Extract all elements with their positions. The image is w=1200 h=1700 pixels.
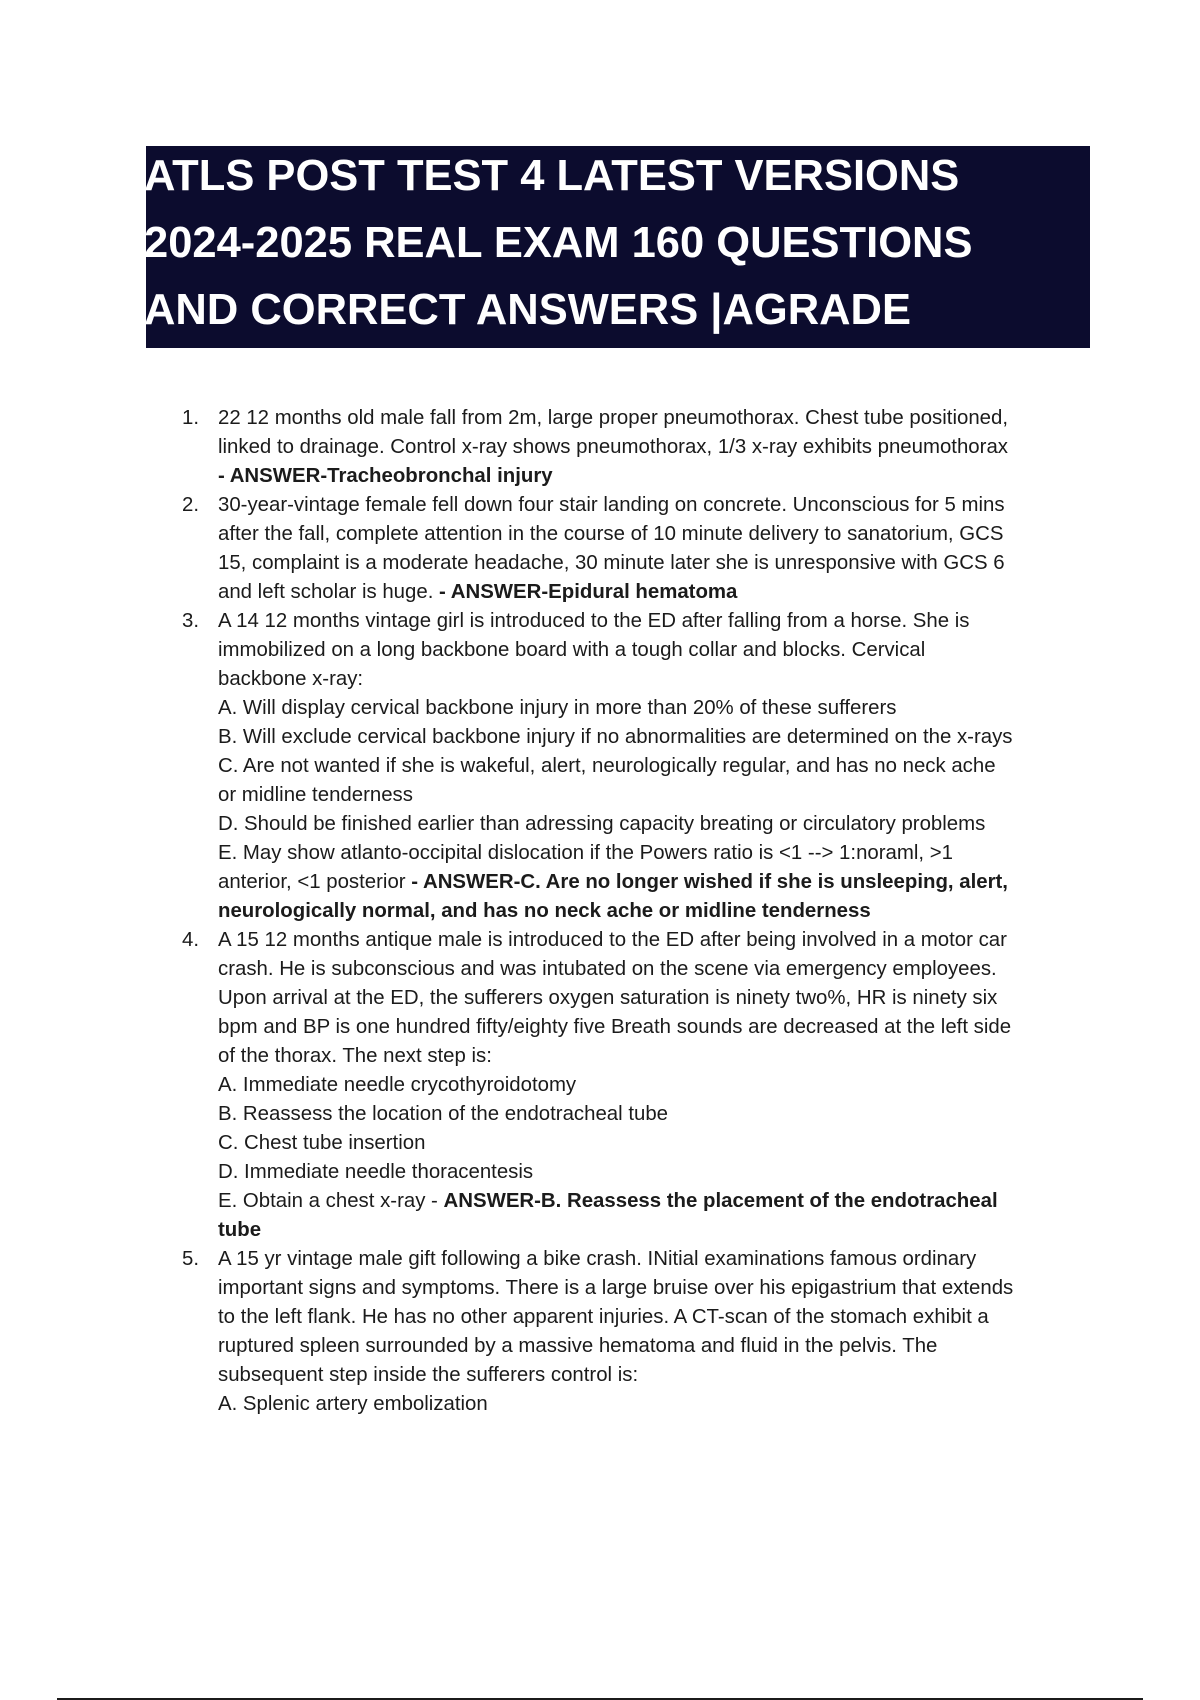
question-text-line: important signs and symptoms. There is a large bruise over his epigastrium that extends bbox=[218, 1277, 1014, 1299]
question-text-line: A 15 yr vintage male gift following a bike crash. INitial examinations famous ordinary bbox=[218, 1248, 977, 1270]
question-text-tail: E. Obtain a chest x-ray - bbox=[218, 1190, 444, 1212]
question-text-line: to the left flank. He has no other apparent injuries. A CT-scan of the stomach exhibit a bbox=[218, 1306, 989, 1328]
question-text-line: linked to drainage. Control x-ray shows pneumothorax, 1/3 x-ray exhibits pneumothorax bbox=[218, 436, 1008, 458]
question-text-line: Upon arrival at the ED, the sufferers oxygen saturation is ninety two%, HR is ninety six bbox=[218, 987, 998, 1009]
question-item bbox=[0, 491, 1088, 607]
answer-text: - ANSWER-Tracheobronchal injury bbox=[218, 465, 553, 487]
document-title bbox=[144, 143, 1084, 344]
answer-option: A. Will display cervical backbone injury in more than 20% of these sufferers bbox=[218, 697, 897, 719]
question-number: 3. bbox=[182, 610, 200, 632]
question-text-line: of the thorax. The next step is: bbox=[218, 1045, 492, 1067]
question-text-tail: and left scholar is huge. bbox=[218, 581, 440, 603]
title-line-2: 2024-2025 REAL EXAM 160 QUESTIONS bbox=[144, 219, 973, 267]
answer-option: D. Should be finished earlier than adressing capacity breating or circulatory problems bbox=[218, 813, 986, 835]
question-text-line: after the fall, complete attention in the course of 10 minute delivery to sanatorium, GCS bbox=[218, 523, 1004, 545]
answer-option: C. Chest tube insertion bbox=[218, 1132, 426, 1154]
answer-option: C. Are not wanted if she is wakeful, alert, neurologically regular, and has no neck ache bbox=[218, 755, 996, 777]
answer-text-continued: neurologically normal, and has no neck ache or midline tenderness bbox=[218, 900, 871, 922]
answer-option: A. Splenic artery embolization bbox=[218, 1393, 488, 1415]
question-number: 4. bbox=[182, 929, 200, 951]
answer-option: A. Immediate needle crycothyroidotomy bbox=[218, 1074, 577, 1096]
question-text-line: 30-year-vintage female fell down four stair landing on concrete. Unconscious for 5 mins bbox=[218, 494, 1005, 516]
question-last-line bbox=[218, 1187, 1088, 1216]
title-line-1: ATLS POST TEST 4 LATEST VERSIONS bbox=[144, 152, 960, 200]
answer-option: B. Will exclude cervical backbone injury if no abnormalities are determined on the x-rays bbox=[218, 726, 1013, 748]
question-last-line bbox=[218, 868, 1088, 897]
question-text-line: 15, complaint is a moderate headache, 30 minute later she is unresponsive with GCS 6 bbox=[218, 552, 1005, 574]
question-last-line bbox=[218, 578, 1088, 607]
title-line-3: AND CORRECT ANSWERS |AGRADE bbox=[144, 286, 911, 334]
answer-text: ANSWER-B. Reassess the placement of the endotracheal bbox=[443, 1190, 998, 1212]
question-item bbox=[0, 607, 1088, 926]
question-text-line: bpm and BP is one hundred fifty/eighty five Breath sounds are decreased at the left side bbox=[218, 1016, 1012, 1038]
question-list bbox=[0, 404, 1200, 1419]
answer-text-continued: tube bbox=[218, 1219, 262, 1241]
answer-option: D. Immediate needle thoracentesis bbox=[218, 1161, 534, 1183]
question-text-line: crash. He is subconscious and was intubated on the scene via emergency employees. bbox=[218, 958, 997, 980]
question-text-line: immobilized on a long backbone board with a tough collar and blocks. Cervical bbox=[218, 639, 926, 661]
question-number: 2. bbox=[182, 494, 200, 516]
question-text-line: backbone x-ray: bbox=[218, 668, 364, 690]
answer-option: E. May show atlanto-occipital dislocation if the Powers ratio is <1 --> 1:noraml, >1 bbox=[218, 842, 953, 864]
answer-text: - ANSWER-Epidural hematoma bbox=[439, 581, 738, 603]
question-text-tail: anterior, <1 posterior bbox=[218, 871, 412, 893]
answer-text: - ANSWER-C. Are no longer wished if she is unsleeping, alert, bbox=[411, 871, 1008, 893]
answer-option: or midline tenderness bbox=[218, 784, 413, 806]
question-item bbox=[0, 926, 1088, 1245]
question-number: 1. bbox=[182, 407, 200, 429]
answer-option: B. Reassess the location of the endotracheal tube bbox=[218, 1103, 669, 1125]
question-item bbox=[0, 404, 1088, 491]
question-text-line: subsequent step inside the sufferers control is: bbox=[218, 1364, 639, 1386]
question-text-line: A 14 12 months vintage girl is introduced to the ED after falling from a horse. She is bbox=[218, 610, 970, 632]
question-text-line: 22 12 months old male fall from 2m, large proper pneumothorax. Chest tube positioned, bbox=[218, 407, 1009, 429]
question-text-line: ruptured spleen surrounded by a massive hematoma and fluid in the pelvis. The bbox=[218, 1335, 938, 1357]
question-item bbox=[0, 1245, 1088, 1419]
question-text-line: A 15 12 months antique male is introduced to the ED after being involved in a motor car bbox=[218, 929, 1007, 951]
question-number: 5. bbox=[182, 1248, 200, 1270]
